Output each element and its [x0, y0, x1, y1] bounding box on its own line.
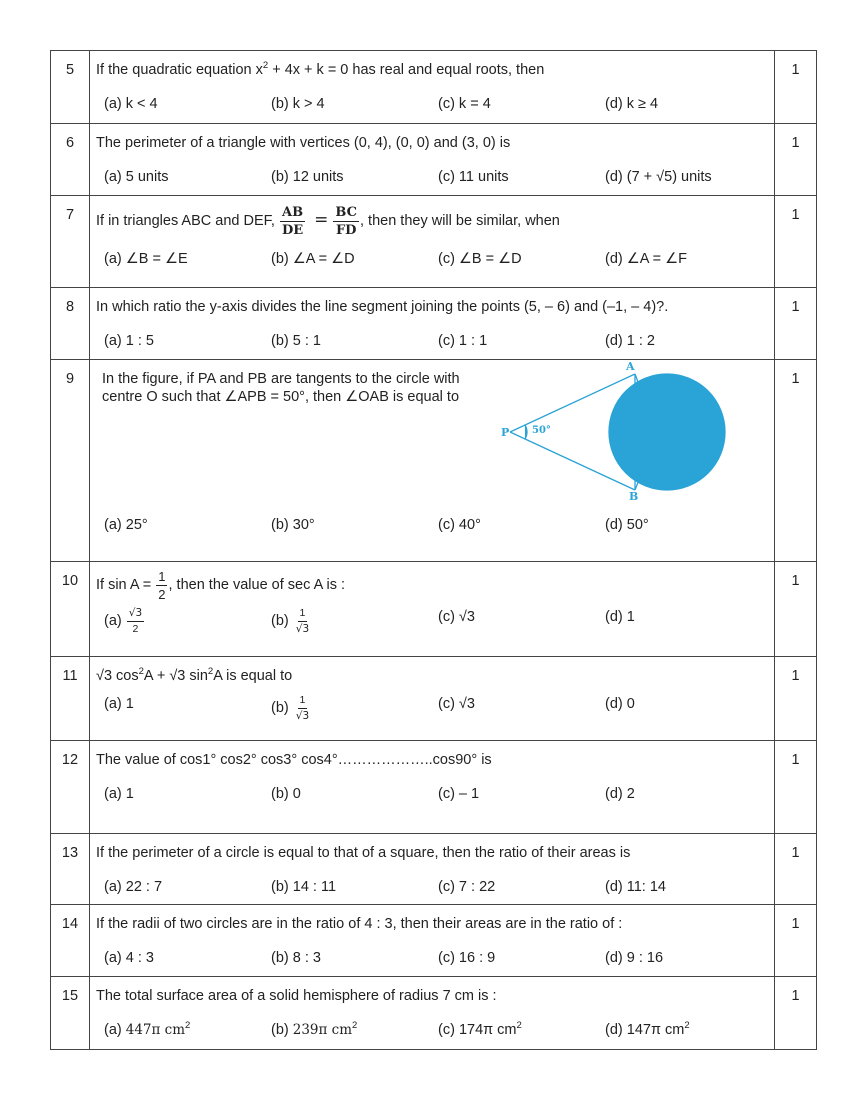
- option-prefix: (b): [271, 1022, 293, 1038]
- question-text: The value of cos1° cos2° cos3° cos4°………………..cos90° is: [96, 752, 492, 768]
- question-number: 6: [51, 124, 90, 196]
- marks: 1: [775, 977, 817, 1050]
- question-text-part: + 4x + k = 0 has real and equal roots, then: [268, 62, 545, 78]
- question-text-part: If the quadratic equation x: [96, 62, 263, 78]
- tangent-circle-figure: [501, 360, 732, 503]
- question-body: [90, 51, 775, 124]
- fraction-root3-over-2: [127, 608, 144, 634]
- options-row: [96, 1021, 768, 1039]
- option-a[interactable]: (a) 1: [104, 786, 134, 802]
- fraction-denominator: FD: [335, 222, 357, 238]
- option-b[interactable]: (b) ∠A = ∠D: [271, 251, 355, 267]
- option-b[interactable]: (b) k > 4: [271, 96, 325, 112]
- question-text: [96, 202, 768, 238]
- option-d[interactable]: (d) 1 : 2: [605, 333, 655, 349]
- question-text-part: If sin A =: [96, 577, 156, 593]
- option-c[interactable]: (c) √3: [438, 696, 475, 712]
- label-a: A: [626, 360, 635, 373]
- superscript: 2: [138, 665, 144, 677]
- marks: 1: [775, 834, 817, 905]
- options-row: [96, 785, 768, 803]
- option-d[interactable]: (d) 0: [605, 696, 635, 712]
- question-body: [90, 741, 775, 834]
- fraction-numerator: 1: [298, 695, 308, 709]
- fraction-1-over-root3: [294, 608, 311, 634]
- option-d[interactable]: (d) 2: [605, 786, 635, 802]
- superscript: 2: [207, 665, 214, 677]
- option-prefix: (a): [104, 612, 126, 629]
- option-b[interactable]: (b) 8 : 3: [271, 950, 321, 966]
- superscript: 2: [684, 1019, 690, 1031]
- question-body: [90, 834, 775, 905]
- question-9-content: [96, 360, 768, 516]
- fraction-numerator: √3: [127, 608, 144, 622]
- option-c[interactable]: [438, 1021, 605, 1039]
- option-b[interactable]: (b) 12 units: [271, 169, 344, 185]
- equals-sign: =: [314, 210, 329, 230]
- question-number: 9: [51, 360, 90, 562]
- option-a[interactable]: [104, 1021, 271, 1039]
- question-body: [90, 562, 775, 657]
- option-a[interactable]: (a) 1: [104, 696, 134, 712]
- question-text: If the radii of two circles are in the ratio of 4 : 3, then their areas are in the ratio of :: [96, 916, 623, 932]
- option-c[interactable]: (c) ∠B = ∠D: [438, 251, 522, 267]
- option-b[interactable]: (b) 5 : 1: [271, 333, 321, 349]
- question-body: [90, 657, 775, 741]
- marks: 1: [775, 360, 817, 562]
- fraction-one-half: [156, 570, 167, 601]
- options-row: [96, 168, 768, 186]
- question-body: [90, 288, 775, 360]
- option-value: 174π cm: [458, 1022, 517, 1038]
- question-body: [90, 977, 775, 1050]
- fraction-denominator: DE: [281, 222, 304, 238]
- option-prefix: (d): [605, 1022, 627, 1038]
- option-c[interactable]: (c) 7 : 22: [438, 879, 496, 895]
- question-body: [90, 124, 775, 196]
- option-b[interactable]: (b) 0: [271, 786, 301, 802]
- question-row-10: [51, 562, 817, 657]
- option-a[interactable]: (a) 22 : 7: [104, 879, 163, 895]
- superscript: 2: [185, 1019, 191, 1031]
- option-a[interactable]: (a) ∠B = ∠E: [104, 251, 188, 267]
- marks: 1: [775, 288, 817, 360]
- question-text: The total surface area of a solid hemisphere of radius 7 cm is :: [96, 988, 497, 1004]
- option-b[interactable]: [271, 608, 438, 634]
- option-c[interactable]: (c) 11 units: [438, 169, 509, 185]
- question-body: [90, 360, 775, 562]
- options-row: [96, 878, 768, 896]
- angle-arc-p: [525, 425, 527, 439]
- fraction-denominator: √3: [295, 709, 310, 722]
- question-number: 8: [51, 288, 90, 360]
- question-row-9: [51, 360, 817, 562]
- question-row-12: [51, 741, 817, 834]
- option-a[interactable]: (a) 1 : 5: [104, 333, 154, 349]
- question-number: 10: [51, 562, 90, 657]
- options-row: [96, 608, 768, 634]
- option-b[interactable]: [271, 1021, 438, 1039]
- fraction-numerator: 1: [298, 608, 308, 622]
- question-number: 5: [51, 51, 90, 124]
- option-d[interactable]: (d) 50°: [605, 517, 649, 533]
- option-a[interactable]: [104, 608, 271, 634]
- marks: 1: [775, 196, 817, 288]
- question-number: 15: [51, 977, 90, 1050]
- option-d[interactable]: (d) 9 : 16: [605, 950, 664, 966]
- option-prefix: (a): [104, 1022, 126, 1038]
- options-row: [96, 332, 768, 350]
- question-text-part: √3 cos: [96, 668, 139, 684]
- label-p: P: [501, 426, 510, 439]
- question-text-part: A + √3 sin: [143, 668, 208, 684]
- question-row-13: [51, 834, 817, 905]
- option-d[interactable]: (d) 1: [605, 609, 635, 625]
- options-row: [96, 949, 768, 967]
- question-text-part: If in triangles ABC and DEF,: [96, 213, 279, 229]
- option-a[interactable]: (a) 5 units: [104, 169, 169, 185]
- fraction-denominator: 2: [132, 622, 139, 635]
- marks: 1: [775, 905, 817, 977]
- question-row-7: [51, 196, 817, 288]
- marks: 1: [775, 657, 817, 741]
- angle-label: 50°: [532, 425, 551, 436]
- fraction-denominator: √3: [295, 622, 310, 635]
- question-row-8: [51, 288, 817, 360]
- fraction-bc-fd: [333, 206, 359, 237]
- marks: 1: [775, 741, 817, 834]
- fraction-1-over-root3: [294, 695, 311, 721]
- option-d[interactable]: (d) (7 + √5) units: [605, 169, 712, 185]
- option-a[interactable]: (a) k < 4: [104, 96, 158, 112]
- marks: 1: [775, 51, 817, 124]
- fraction-denominator: 2: [158, 586, 166, 602]
- options-row: [96, 516, 768, 534]
- option-prefix: (c): [438, 1022, 459, 1038]
- option-c[interactable]: (c) √3: [438, 609, 475, 625]
- question-text: [96, 667, 768, 685]
- question-row-6: [51, 124, 817, 196]
- option-a[interactable]: (a) 4 : 3: [104, 950, 154, 966]
- question-number: 11: [51, 657, 90, 741]
- option-b[interactable]: (b) 14 : 11: [271, 879, 337, 895]
- label-b: B: [629, 490, 639, 503]
- option-value: 147π cm: [626, 1022, 685, 1038]
- question-text: In which ratio the y-axis divides the line segment joining the points (5, – 6) and (–1, – 4)?.: [96, 299, 669, 315]
- fraction-numerator: 1: [158, 568, 166, 584]
- superscript: 2: [262, 59, 269, 71]
- question-number: 7: [51, 196, 90, 288]
- question-row-14: [51, 905, 817, 977]
- options-row: [96, 95, 768, 113]
- question-text-part: , then the value of sec A is :: [168, 577, 346, 593]
- options-row: [96, 695, 768, 721]
- question-number: 13: [51, 834, 90, 905]
- options-row: [96, 250, 768, 268]
- fraction-ab-de: [280, 206, 305, 237]
- option-d[interactable]: (d) k ≥ 4: [605, 96, 659, 112]
- question-body: [90, 196, 775, 288]
- option-d[interactable]: [605, 1021, 755, 1039]
- question-text-part: A is equal to: [213, 668, 293, 684]
- option-c[interactable]: (c) 1 : 1: [438, 333, 488, 349]
- question-table: [50, 50, 817, 1050]
- question-number: 12: [51, 741, 90, 834]
- option-d[interactable]: (d) 11: 14: [605, 879, 666, 895]
- question-text: [96, 61, 768, 79]
- marks: 1: [775, 562, 817, 657]
- marks: 1: [775, 124, 817, 196]
- option-a[interactable]: (a) 25°: [104, 517, 148, 533]
- question-text: If the perimeter of a circle is equal to that of a square, then the ratio of their areas is: [96, 845, 631, 861]
- option-c[interactable]: (c) 16 : 9: [438, 950, 496, 966]
- question-text: [96, 568, 768, 602]
- label-o: O: [664, 430, 674, 443]
- fraction-numerator: AB: [282, 204, 304, 220]
- option-value: 239π cm: [292, 1022, 353, 1038]
- option-b[interactable]: [271, 695, 438, 721]
- question-number: 14: [51, 905, 90, 977]
- question-text: The perimeter of a triangle with vertices (0, 4), (0, 0) and (3, 0) is: [96, 135, 511, 151]
- question-row-11: [51, 657, 817, 741]
- question-body: [90, 905, 775, 977]
- option-b[interactable]: (b) 30°: [271, 517, 315, 533]
- option-c[interactable]: (c) – 1: [438, 786, 480, 802]
- question-text-part: , then they will be similar, when: [360, 213, 560, 229]
- option-c[interactable]: (c) 40°: [438, 517, 481, 533]
- question-text: In the figure, if PA and PB are tangents to the circle with centre O such that ∠APB = 50°, then ∠OAB is equal to: [102, 371, 460, 405]
- question-row-5: [51, 51, 817, 124]
- option-d[interactable]: (d) ∠A = ∠F: [605, 251, 688, 267]
- option-value: 447π cm: [125, 1022, 186, 1038]
- option-c[interactable]: (c) k = 4: [438, 96, 491, 112]
- fraction-numerator: BC: [335, 204, 357, 220]
- option-prefix: (b): [271, 612, 293, 629]
- superscript: 2: [516, 1019, 522, 1031]
- option-prefix: (b): [271, 699, 293, 716]
- superscript: 2: [352, 1019, 358, 1031]
- question-row-15: [51, 977, 817, 1050]
